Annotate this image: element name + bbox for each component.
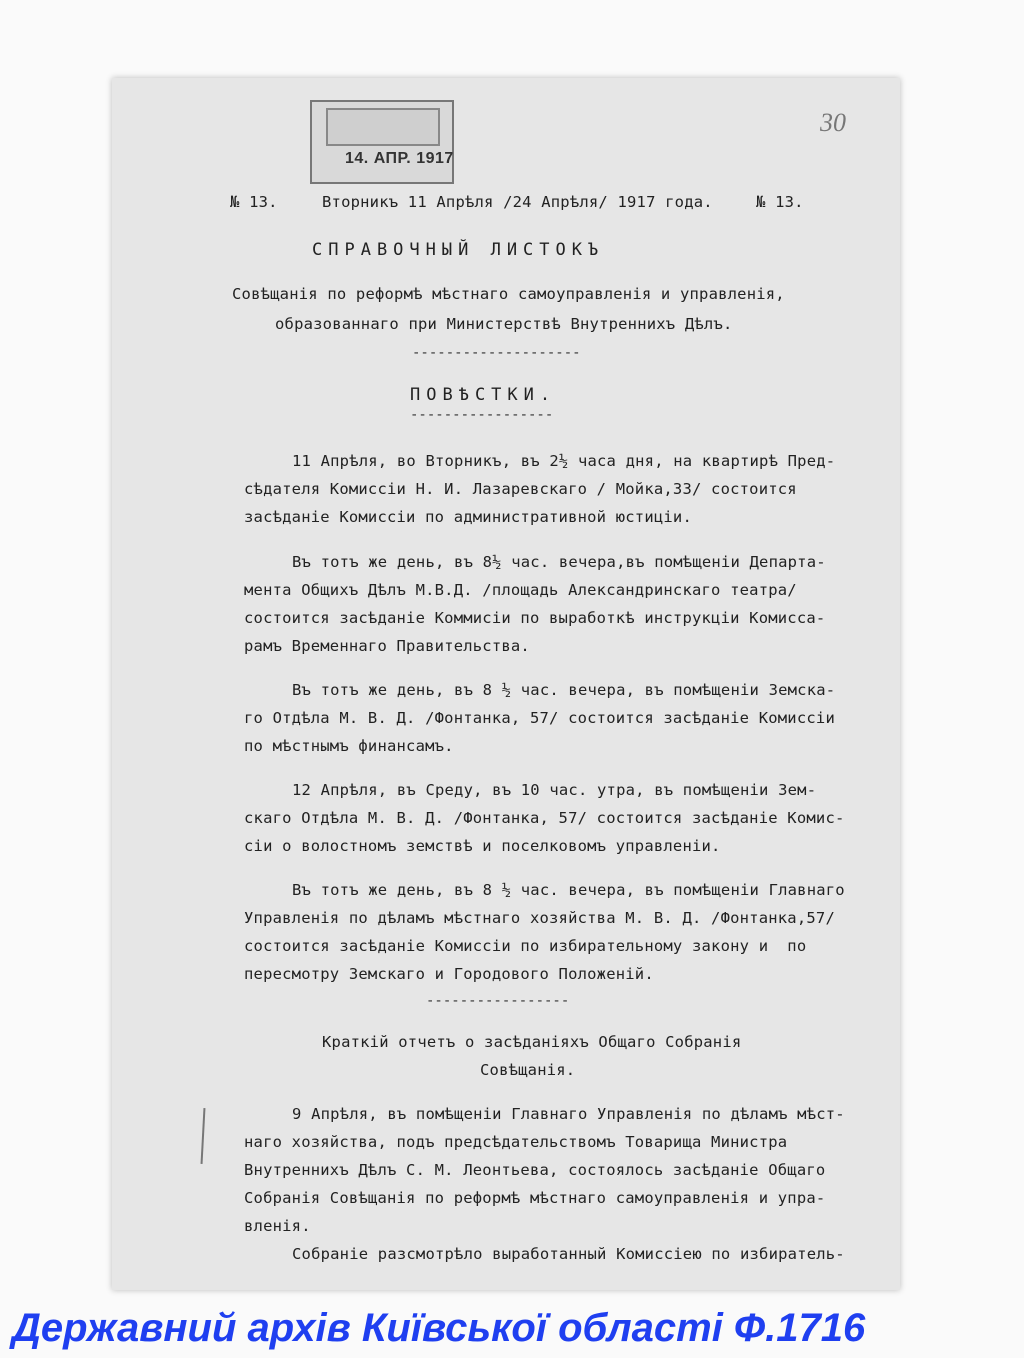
report-line: наго хозяйства, подъ предсѣдательствомъ Товарища Министра xyxy=(244,1133,788,1151)
archive-watermark: Державний архів Київської області Ф.1716 xyxy=(12,1306,866,1350)
document-title: СПРАВОЧНЫЙ ЛИСТОКЪ xyxy=(312,240,605,260)
paragraph-line: состоится засѣданіе Коммисіи по выработкѣ инструкціи Комисса- xyxy=(244,609,826,627)
paragraph-line: состоится засѣданіе Комиссіи по избирательному закону и по xyxy=(244,937,807,955)
section-underline: ----------------- xyxy=(410,407,554,423)
paragraph-line: скаго Отдѣла М. В. Д. /Фонтанка, 57/ состоится засѣданіе Комис- xyxy=(244,809,845,827)
archive-stamp xyxy=(310,100,454,184)
divider: -------------------- xyxy=(412,345,581,361)
paragraph-line: по мѣстнымъ финансамъ. xyxy=(244,737,454,755)
subtitle-line-1: Совѣщанія по реформѣ мѣстнаго самоуправленія и управленія, xyxy=(232,285,785,303)
paragraph-line: засѣданіе Комиссіи по административной юстиціи. xyxy=(244,508,692,526)
divider-2: ----------------- xyxy=(426,993,570,1009)
paragraph-line: Въ тотъ же день, въ 8½ час. вечера,въ помѣщеніи Департа- xyxy=(292,553,826,571)
paragraph-line: пересмотру Земскаго и Городового Положеній. xyxy=(244,965,654,983)
paragraph-line: Управленія по дѣламъ мѣстнаго хозяйства М. В. Д. /Фонтанка,57/ xyxy=(244,909,835,927)
paragraph-line: рамъ Временнаго Правительства. xyxy=(244,637,530,655)
paragraph-line: сѣдателя Комиссіи Н. И. Лазаревскаго / Мойка,33/ состоится xyxy=(244,480,797,498)
report-title-line-1: Краткій отчетъ о засѣданіяхъ Общаго Собранія xyxy=(322,1033,742,1051)
report-line: Внутреннихъ Дѣлъ С. М. Леонтьева, состоялось засѣданіе Общаго xyxy=(244,1161,826,1179)
report-line: Собраніе разсмотрѣло выработанный Комиссіею по избиратель- xyxy=(292,1245,845,1263)
paragraph-line: 12 Апрѣля, въ Среду, въ 10 час. утра, въ помѣщеніи Зем- xyxy=(292,781,817,799)
report-line: вленія. xyxy=(244,1217,311,1235)
report-title-line-2: Совѣщанія. xyxy=(480,1061,576,1079)
paragraph-line: 11 Апрѣля, во Вторникъ, въ 2½ часа дня, на квартирѣ Пред- xyxy=(292,452,836,470)
report-line: Собранія Совѣщанія по реформѣ мѣстнаго самоуправленія и упра- xyxy=(244,1189,826,1207)
paragraph-line: го Отдѣла М. В. Д. /Фонтанка, 57/ состоится засѣданіе Комиссіи xyxy=(244,709,835,727)
paragraph-line: Въ тотъ же день, въ 8 ½ час. вечера, въ помѣщеніи Главнаго xyxy=(292,881,845,899)
paragraph-line: сіи о волостномъ земствѣ и поселковомъ управленіи. xyxy=(244,837,721,855)
paragraph-line: Въ тотъ же день, въ 8 ½ час. вечера, въ помѣщеніи Земска- xyxy=(292,681,836,699)
report-line: 9 Апрѣля, въ помѣщеніи Главнаго Управленія по дѣламъ мѣст- xyxy=(292,1105,845,1123)
stamp-date: 14. АПР. 1917 xyxy=(345,150,454,167)
issue-number-right: № 13. xyxy=(756,193,804,211)
section-title: ПОВѢСТКИ. xyxy=(410,385,557,405)
page-number: 30 xyxy=(820,108,846,137)
subtitle-line-2: образованнаго при Министерствѣ Внутреннихъ Дѣлъ. xyxy=(275,315,733,333)
issue-date: Вторникъ 11 Апрѣля /24 Апрѣля/ 1917 года. xyxy=(322,193,713,211)
issue-number-left: № 13. xyxy=(230,193,278,211)
paragraph-line: мента Общихъ Дѣлъ М.В.Д. /площадь Александринскаго театра/ xyxy=(244,581,797,599)
